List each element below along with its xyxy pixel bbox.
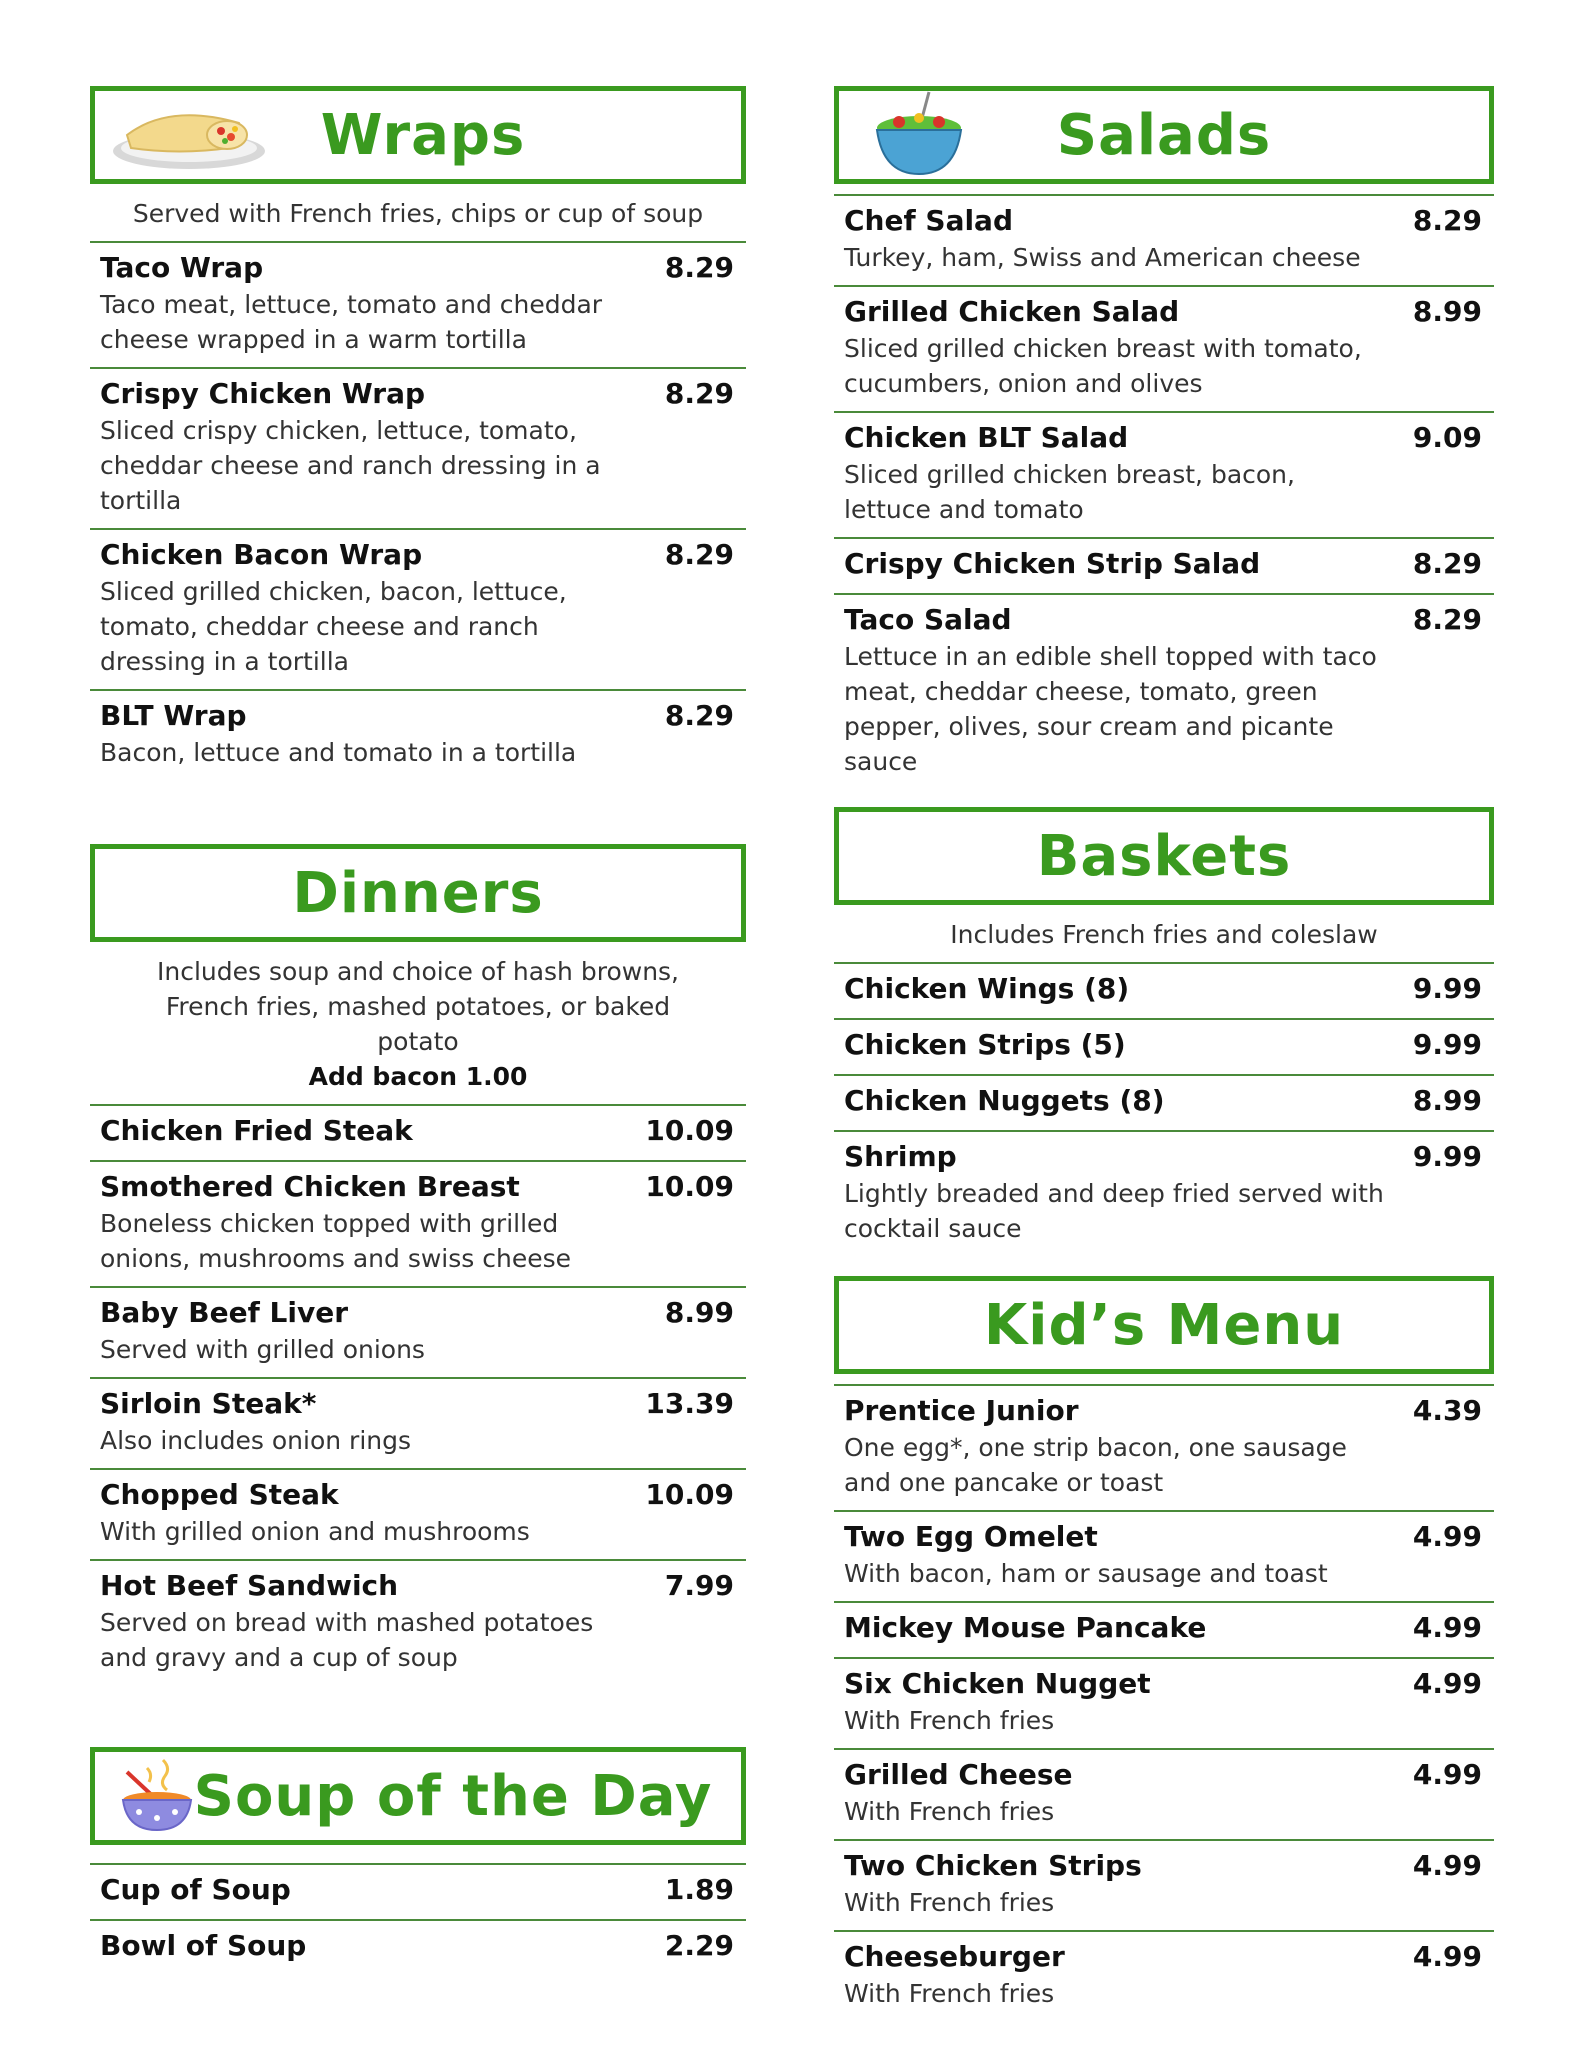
item-name: Cheeseburger	[844, 1940, 1065, 1973]
item-price: 8.29	[1412, 603, 1482, 636]
item-name: BLT Wrap	[100, 699, 247, 732]
item-price: 13.39	[645, 1387, 734, 1420]
dinners-subtitle-text: Includes soup and choice of hash browns, French fries, mashed potatoes, or baked potato	[156, 957, 680, 1056]
item-name: Mickey Mouse Pancake	[844, 1611, 1207, 1644]
list-item	[90, 1561, 746, 1685]
item-price: 2.29	[664, 1929, 734, 1962]
item-price: 10.09	[645, 1114, 734, 1147]
item-price: 1.89	[664, 1873, 734, 1906]
item-price: 9.99	[1412, 1140, 1482, 1173]
item-description: With French fries	[844, 1888, 1055, 1917]
list-item	[90, 1865, 746, 1921]
list-item	[834, 1076, 1494, 1132]
item-price: 8.29	[1412, 204, 1482, 237]
list-item	[90, 691, 746, 780]
item-name: Sirloin Steak*	[100, 1387, 317, 1420]
item-name: Chef Salad	[844, 204, 1013, 237]
item-price: 10.09	[645, 1478, 734, 1511]
list-item	[90, 1288, 746, 1379]
item-name: Chicken Bacon Wrap	[100, 538, 423, 571]
item-description: Sliced crispy chicken, lettuce, tomato, cheddar cheese and ranch dressing in a tortilla	[100, 416, 601, 515]
soup-header	[90, 1747, 746, 1845]
item-description: Sliced grilled chicken breast with tomato, cucumbers, onion and olives	[844, 334, 1362, 398]
wraps-title: Wraps	[320, 102, 526, 168]
item-name: Six Chicken Nugget	[844, 1667, 1151, 1700]
item-name: Taco Wrap	[100, 251, 264, 284]
item-price: 8.99	[664, 1296, 734, 1329]
item-price: 8.29	[1412, 547, 1482, 580]
right-column	[834, 86, 1494, 2021]
soup-title: Soup of the Day	[193, 1763, 713, 1829]
item-description: With French fries	[844, 1979, 1055, 2008]
kids-list	[834, 1384, 1494, 2021]
item-price: 4.99	[1412, 1611, 1482, 1644]
list-item	[834, 1386, 1494, 1512]
item-description: With grilled onion and mushrooms	[100, 1517, 530, 1546]
item-name: Two Egg Omelet	[844, 1520, 1098, 1553]
dinners-title: Dinners	[292, 860, 544, 926]
item-name: Chopped Steak	[100, 1478, 339, 1511]
item-name: Crispy Chicken Strip Salad	[844, 547, 1261, 580]
item-name: Smothered Chicken Breast	[100, 1170, 520, 1203]
item-name: Chicken BLT Salad	[844, 421, 1129, 454]
item-price: 10.09	[645, 1170, 734, 1203]
dinners-subtitle-bold: Add bacon 1.00	[308, 1062, 528, 1091]
list-item	[90, 1106, 746, 1162]
item-price: 8.29	[664, 538, 734, 571]
soup-section	[90, 1747, 746, 1975]
list-item	[834, 595, 1494, 789]
baskets-header	[834, 807, 1494, 905]
item-price: 9.99	[1412, 972, 1482, 1005]
item-price: 9.09	[1412, 421, 1482, 454]
baskets-section	[834, 807, 1494, 1256]
item-description: With French fries	[844, 1797, 1055, 1826]
list-item	[90, 1470, 746, 1561]
dinners-section	[90, 844, 746, 1685]
item-price: 4.99	[1412, 1520, 1482, 1553]
item-name: Hot Beef Sandwich	[100, 1569, 399, 1602]
list-item	[90, 1162, 746, 1288]
item-price: 4.99	[1412, 1758, 1482, 1791]
dinners-header	[90, 844, 746, 942]
item-price: 9.99	[1412, 1028, 1482, 1061]
list-item	[834, 964, 1494, 1020]
item-price: 8.99	[1412, 1084, 1482, 1117]
item-price: 8.29	[664, 699, 734, 732]
wraps-list	[90, 241, 746, 780]
kids-title: Kid’s Menu	[983, 1292, 1345, 1358]
item-description: Also includes onion rings	[100, 1426, 411, 1455]
item-name: Grilled Chicken Salad	[844, 295, 1180, 328]
item-name: Bowl of Soup	[100, 1929, 307, 1962]
salads-header	[834, 86, 1494, 184]
item-price: 8.29	[664, 251, 734, 284]
item-description: Sliced grilled chicken breast, bacon, lettuce and tomato	[844, 460, 1295, 524]
soup-list	[90, 1863, 746, 1975]
item-name: Taco Salad	[844, 603, 1012, 636]
item-name: Shrimp	[844, 1140, 957, 1173]
list-item	[834, 1750, 1494, 1841]
list-item	[834, 1603, 1494, 1659]
list-item	[90, 1921, 746, 1975]
item-price: 8.29	[664, 377, 734, 410]
item-description: Lettuce in an edible shell topped with taco meat, cheddar cheese, tomato, green pepper, olives, sour cream and picante sauce	[844, 642, 1377, 776]
list-item	[90, 243, 746, 369]
item-name: Baby Beef Liver	[100, 1296, 349, 1329]
item-description: With bacon, ham or sausage and toast	[844, 1559, 1328, 1588]
salads-list	[834, 194, 1494, 789]
item-name: Prentice Junior	[844, 1394, 1079, 1427]
item-price: 8.99	[1412, 295, 1482, 328]
item-name: Chicken Strips (5)	[844, 1028, 1126, 1061]
list-item	[834, 1512, 1494, 1603]
kids-header	[834, 1276, 1494, 1374]
item-description: One egg*, one strip bacon, one sausage and one pancake or toast	[844, 1433, 1347, 1497]
list-item	[834, 196, 1494, 287]
salads-section	[834, 86, 1494, 789]
item-price: 4.39	[1412, 1394, 1482, 1427]
item-name: Chicken Nuggets (8)	[844, 1084, 1165, 1117]
item-description: Boneless chicken topped with grilled onions, mushrooms and swiss cheese	[100, 1209, 572, 1273]
salad-bowl-icon	[869, 88, 969, 182]
item-name: Chicken Wings (8)	[844, 972, 1130, 1005]
item-price: 4.99	[1412, 1940, 1482, 1973]
wraps-header	[90, 86, 746, 184]
wraps-section	[90, 86, 746, 780]
list-item	[834, 1132, 1494, 1256]
item-description: Served on bread with mashed potatoes and gravy and a cup of soup	[100, 1608, 594, 1672]
item-name: Crispy Chicken Wrap	[100, 377, 426, 410]
list-item	[834, 539, 1494, 595]
baskets-list	[834, 962, 1494, 1256]
item-description: With French fries	[844, 1706, 1055, 1735]
item-price: 7.99	[664, 1569, 734, 1602]
item-description: Turkey, ham, Swiss and American cheese	[844, 243, 1361, 272]
item-description: Bacon, lettuce and tomato in a tortilla	[100, 738, 577, 767]
baskets-subtitle: Includes French fries and coleslaw	[950, 920, 1378, 949]
item-description: Lightly breaded and deep fried served with cocktail sauce	[844, 1179, 1384, 1243]
item-price: 4.99	[1412, 1849, 1482, 1882]
soup-bowl-icon	[117, 1754, 197, 1838]
item-name: Cup of Soup	[100, 1873, 291, 1906]
kids-section	[834, 1276, 1494, 2021]
wraps-subtitle: Served with French fries, chips or cup of soup	[132, 199, 704, 228]
list-item	[834, 413, 1494, 539]
list-item	[90, 1379, 746, 1470]
item-description: Taco meat, lettuce, tomato and cheddar cheese wrapped in a warm tortilla	[100, 290, 603, 354]
list-item	[90, 369, 746, 530]
item-name: Two Chicken Strips	[844, 1849, 1142, 1882]
baskets-title: Baskets	[1036, 823, 1292, 889]
dinners-subtitle	[130, 954, 706, 1094]
list-item	[834, 1659, 1494, 1750]
dinners-list	[90, 1104, 746, 1685]
list-item	[90, 530, 746, 691]
list-item	[834, 1841, 1494, 1932]
item-description: Sliced grilled chicken, bacon, lettuce, tomato, cheddar cheese and ranch dressing in a tortilla	[100, 577, 567, 676]
item-name: Grilled Cheese	[844, 1758, 1073, 1791]
salads-title: Salads	[1056, 102, 1272, 168]
wrap-plate-icon	[109, 93, 269, 177]
list-item	[834, 1020, 1494, 1076]
item-name: Chicken Fried Steak	[100, 1114, 413, 1147]
item-description: Served with grilled onions	[100, 1335, 425, 1364]
item-price: 4.99	[1412, 1667, 1482, 1700]
list-item	[834, 287, 1494, 413]
left-column	[90, 86, 746, 1975]
list-item	[834, 1932, 1494, 2021]
